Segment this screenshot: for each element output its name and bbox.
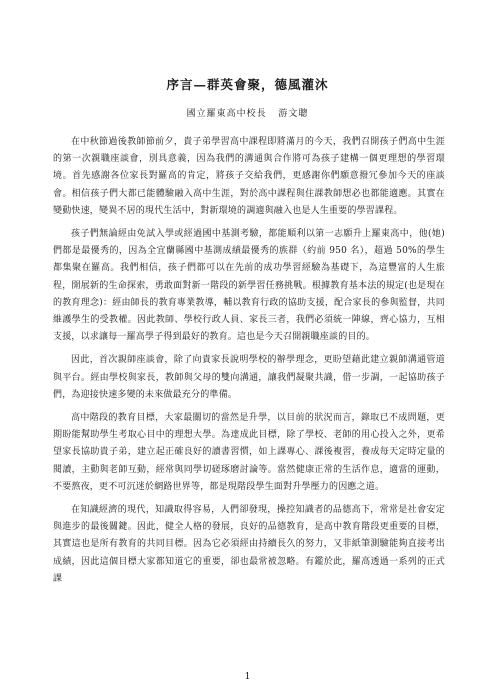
paragraph-4: 高中階段的教育目標，大家最關切的當然是升學，以目前的狀況而言，錄取已不成問題，更期盼能幫助學生考取心目中的理想大學。為達成此目標，除了學校、老師的用心投入之外，更希望家長協助貴子弟，建立起正確良好的讀書習慣，如上課專心、課後複習，養成每天定時定量的閱讀，主動與老師互動，經常與同學切磋琢磨討論等。當然健康正常的生活作息，適當的運動，不要熬夜，更不可沉迷於網路世界等，都是現階段學生面對升學壓力的因應之道。 [53, 413, 445, 492]
paragraph-5: 在知識經濟的現代，知識取得容易，人們卻發現，操控知識者的品德高下，常常是社會安定與進步的最後關鍵。因此，健全人格的發展，良好的品德教育，是高中教育階段更重要的目標，其實這也是所有教育的共同目標。因為它必須經由持續長久的努力，又非紙筆測驗能夠直接考出成績，因此這個目標大家都知道它的重要，卻也最常被忽略。有鑑於此，羅高透過一系列的正式課 [53, 505, 445, 584]
paragraph-3: 因此，首次親師座談會，除了向貴家長說明學校的辦學理念，更盼望藉此建立親師溝通管道與平台。經由學校與家長，教師與父母的雙向溝通，讓我們凝聚共識，借一步調，一起協助孩子們，為迎接快速多變的未來做最充分的準備。 [53, 355, 445, 400]
document-title: 序言—群英會聚，德風灌沐 [166, 77, 329, 92]
document-body [53, 134, 445, 594]
paragraph-1: 在中秋節過後教師節前夕，貴子弟學習高中課程即將滿月的今天，我們召開孩子們高中生涯的第一次親職座談會，別具意義，因為我們的溝通與合作將可為孩子建構一個更理想的學習環境。首先感謝各位家長對羅高的肯定，將孩子交給我們，更感謝你們願意撥冗參加今天的座談會。相信孩子們大都已能體驗融入高中生涯，對於高中課程與住課教師想必也都能適應。其實在變動快速，變異不居的現代生活中，對新環境的調適與融入也是人生重要的學習課程。 [53, 137, 445, 216]
page-number: 1 [244, 672, 251, 682]
author-line: 國立羅東高中校長 游文聰 [186, 109, 309, 119]
paragraph-2: 孩子們無論經由免試入學或經過國中基測考驗，都能順利以第一志願升上羅東高中，他(她)們都是最優秀的，因為全宜蘭縣國中基測成績最優秀的族群（約前 950 名），超過 50%的學生都集聚在羅高。我們相信，孩子們都可以在先前的成功學習經驗為基礎下，為這豐富的人生旅程，開展新的生命探索，勇敢面對新一階段的新學習任務挑戰。根據教育基本法的規定(也是現在的教育理念)：經由師長的教育專業教導，輔以教育行政的協助支援，配合家長的參與監督，共同維護學生的受教權。因此教師、學校行政人員、家長三者，我們必須統一陣線，齊心協力，互相支援，以求讓每一羅高學子得到最好的教育。這也是今天召開親職座談的目的。 [53, 229, 445, 343]
